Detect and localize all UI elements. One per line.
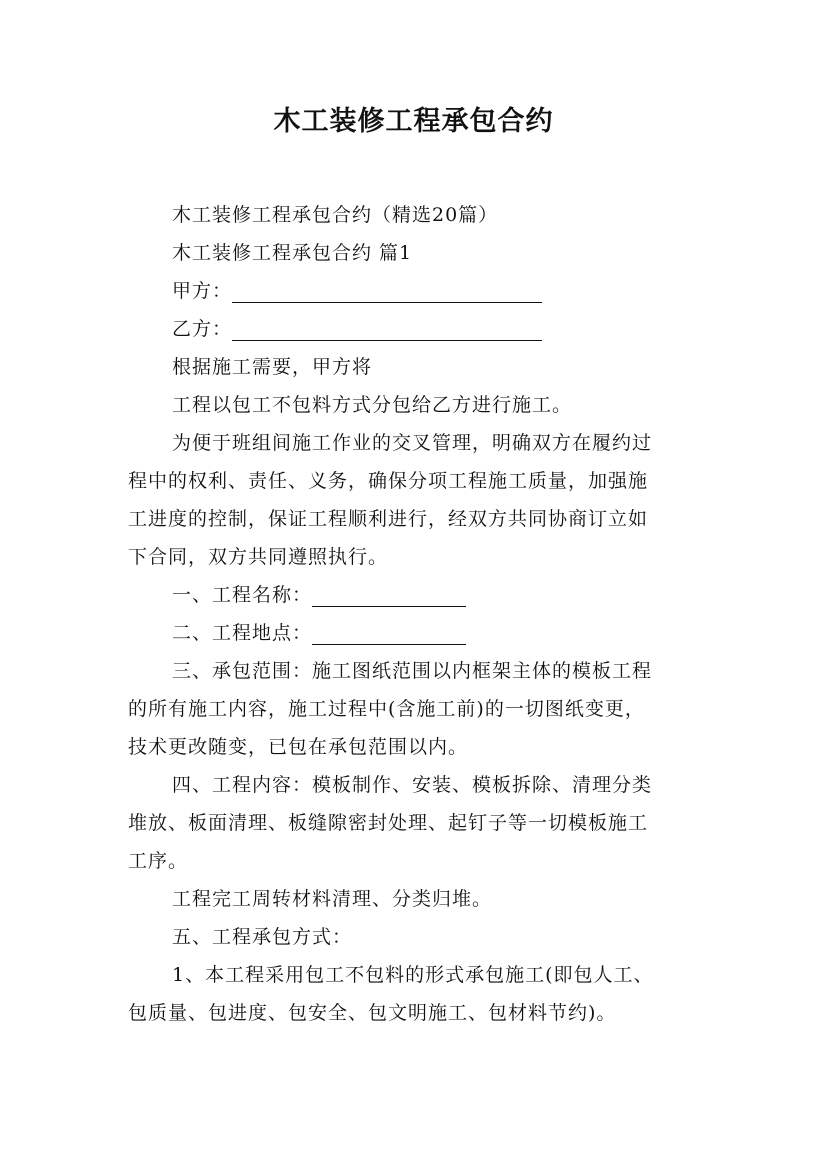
- content-line: 四、工程内容：模板制作、安装、模板拆除、清理分类: [172, 774, 653, 796]
- purpose-line: 下合同，双方共同遵照执行。: [128, 546, 389, 568]
- content-line: 堆放、板面清理、板缝隙密封处理、起钉子等一切模板施工: [128, 812, 649, 834]
- content-line: 工序。: [128, 850, 189, 872]
- document-title: 木工装修工程承包合约: [273, 106, 554, 137]
- party-a-label: 甲方：: [172, 280, 233, 302]
- scope-line: 技术更改随变，已包在承包范围以内。: [128, 736, 469, 758]
- section-heading: 木工装修工程承包合约 篇1: [172, 242, 413, 264]
- scope-line: 三、承包范围：施工图纸范围以内框架主体的模板工程: [172, 660, 653, 682]
- contract-method-heading: 五、工程承包方式：: [172, 926, 353, 948]
- project-location-blank: [312, 620, 466, 645]
- contract-method-line: 包质量、包进度、包安全、包文明施工、包材料节约)。: [128, 1002, 617, 1024]
- purpose-line: 工进度的控制，保证工程顺利进行，经双方共同协商订立如: [128, 508, 649, 530]
- subcontract-line: 工程以包工不包料方式分包给乙方进行施工。: [172, 394, 573, 416]
- project-location-label: 二、工程地点：: [172, 622, 313, 644]
- party-a-line: [128, 272, 708, 310]
- document-body: [128, 196, 708, 1032]
- party-b-blank: [232, 316, 542, 341]
- document-subtitle: 木工装修工程承包合约（精选20篇）: [172, 204, 499, 226]
- party-b-label: 乙方：: [172, 318, 233, 340]
- contract-method-line: 1、本工程采用包工不包料的形式承包施工(即包人工、: [172, 964, 654, 986]
- project-name-label: 一、工程名称：: [172, 584, 313, 606]
- project-name-line: [128, 576, 708, 614]
- scope-line: 的所有施工内容，施工过程中(含施工前)的一切图纸变更，: [128, 698, 645, 720]
- project-location-line: [128, 614, 708, 652]
- purpose-line: 为便于班组间施工作业的交叉管理，明确双方在履约过: [172, 432, 653, 454]
- project-name-blank: [312, 582, 466, 607]
- purpose-line: 程中的权利、责任、义务，确保分项工程施工质量，加强施: [128, 470, 649, 492]
- completion-line: 工程完工周转材料清理、分类归堆。: [172, 888, 493, 910]
- party-b-line: [128, 310, 708, 348]
- basis-line: 根据施工需要，甲方将: [172, 356, 373, 378]
- party-a-blank: [232, 278, 542, 303]
